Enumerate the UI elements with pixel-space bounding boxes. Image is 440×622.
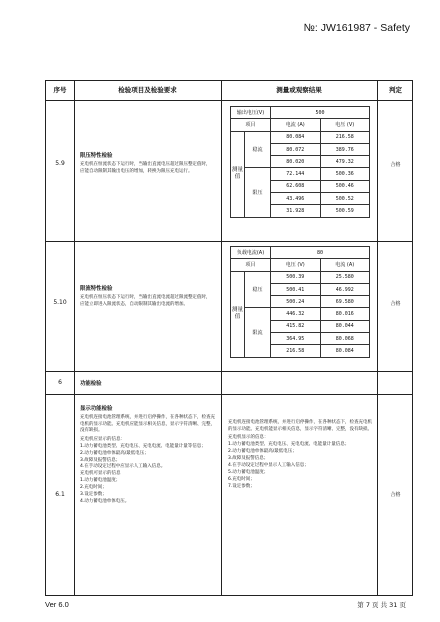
column-a: 电压 (V)	[271, 259, 321, 271]
requirement-line: 充电机应显示的信息：	[80, 436, 125, 442]
cell: 216.58	[271, 345, 321, 357]
cell: 500.52	[320, 193, 370, 205]
group-label: 稳压	[245, 271, 271, 308]
observation-line: 4.在手动设定过程中显示人工输入信息；	[228, 462, 309, 468]
section-number: 6	[58, 379, 62, 386]
observation-description: 充电机连接电池管理系统，并进行启停操作，在各种状态下，检查充电机的显示功能。充电机能显示相关信息，显示字符清晰、完整，没有缺损。	[228, 420, 372, 432]
cell: 46.992	[320, 283, 370, 295]
cell: 500.46	[320, 180, 370, 192]
column-divider	[377, 81, 378, 595]
item-title: 显示功能检验	[80, 406, 113, 412]
requirement-line: 3.设定参数；	[80, 492, 107, 498]
cell: 500.39	[271, 271, 321, 283]
column-b: 电流 (A)	[320, 259, 370, 271]
observation-line: 1.动力蓄电池类型、充电电压、充电电流、电能量计量信息；	[228, 442, 350, 448]
cell: 500.24	[271, 296, 321, 308]
observation-line: 6.充电时间；	[228, 476, 255, 482]
cell: 80.084	[271, 131, 321, 143]
cell: 80.016	[320, 308, 370, 320]
header-item: 检验项目及检验要求	[118, 86, 177, 94]
cell: 62.608	[271, 180, 321, 192]
section-title: 功能检验	[80, 381, 102, 387]
column-item: 项目	[231, 259, 271, 271]
cell: 43.496	[271, 193, 321, 205]
header-judge: 判定	[389, 86, 402, 94]
requirement-line: 3.故障及报警信息；	[80, 457, 121, 463]
cell: 500.41	[271, 283, 321, 295]
item-description: 充电机在恒流状态下运行时，当输出直流电压超过限压整定值时，应能自动限制其输出电压的增加，转换为限压充电运行。	[80, 162, 211, 174]
group-label: 限压	[245, 168, 271, 217]
group-label: 稳流	[245, 131, 271, 168]
observation	[228, 420, 372, 490]
group-label: 限流	[245, 308, 271, 357]
requirement-line: 充电机可显示的信息	[80, 471, 121, 477]
version: Ver 6.0	[45, 600, 69, 609]
cell: 80.068	[320, 333, 370, 345]
header-result: 测量或观察结果	[276, 86, 322, 94]
row-divider	[46, 371, 412, 372]
side-label: 测量值	[231, 131, 245, 217]
setting-value: 80	[271, 247, 370, 259]
item-number: 5.10	[53, 299, 67, 306]
column-divider	[74, 81, 75, 595]
cell: 69.580	[320, 296, 370, 308]
setting-value: 500	[271, 107, 370, 119]
item-requirement	[80, 151, 214, 175]
column-item: 项目	[231, 119, 271, 131]
item-requirement	[80, 404, 216, 506]
row-divider	[46, 100, 412, 101]
inspection-table	[45, 80, 413, 596]
row-divider	[46, 241, 412, 242]
requirement-line: 2.充电时间；	[80, 485, 107, 491]
cell: 80.020	[271, 156, 321, 168]
measurement-table	[230, 106, 370, 218]
judgement: 合格	[390, 492, 401, 498]
cell: 216.58	[320, 131, 370, 143]
cell: 364.95	[271, 333, 321, 345]
item-title: 限流特性检验	[80, 286, 113, 292]
requirement-line: 1.动力蓄电池温度；	[80, 478, 121, 484]
observation-line: 7.设定参数；	[228, 483, 255, 489]
cell: 72.144	[271, 168, 321, 180]
judgement: 合格	[390, 301, 401, 307]
item-requirement	[80, 284, 214, 308]
item-title: 限压特性检验	[80, 153, 113, 159]
requirement-line: 2.动力蓄电池单体最高/最低电压；	[80, 450, 149, 456]
cell: 80.072	[271, 143, 321, 155]
header-no: 序号	[53, 86, 67, 94]
requirement-line: 4.在手动设定过程中应显示人工输入信息。	[80, 464, 166, 470]
column-divider	[221, 81, 222, 595]
side-label: 测量值	[231, 271, 245, 357]
document-number: №: JW161987 - Safety	[303, 22, 410, 34]
cell: 500.36	[320, 168, 370, 180]
row-divider	[46, 394, 412, 395]
cell: 446.32	[271, 308, 321, 320]
requirement-line: 1.动力蓄电池类型、充电电压、充电电流、电能量计量等信息；	[80, 443, 206, 449]
setting-label: 负载电流(A)	[231, 247, 271, 259]
item-description: 充电机连接电池管理系统，并进行启停操作，在各种状态下，检查充电机的显示功能。充电机应能显示相关信息，显示字符清晰、完整，没有缺损。	[80, 415, 215, 434]
judgement: 合格	[390, 162, 401, 168]
page-number: 第 7 页 共 31 页	[357, 601, 406, 609]
item-number: 5.9	[55, 160, 65, 167]
item-description: 充电机在恒压状态下运行时，当输出直流电流超过限流整定值时，应能立即进入限流状态，自动限制其输出电流的增加。	[80, 295, 211, 307]
cell: 25.580	[320, 271, 370, 283]
cell: 31.928	[271, 205, 321, 217]
requirement-line: 4.动力蓄电池单体电压。	[80, 498, 130, 504]
observation-line: 2.动力蓄电池单体最高/最低电压；	[228, 449, 297, 454]
cell: 80.084	[320, 345, 370, 357]
cell: 415.82	[271, 320, 321, 332]
cell: 500.59	[320, 205, 370, 217]
column-a: 电流 (A)	[271, 119, 321, 131]
observation-line: 5.动力蓄电池温度；	[228, 469, 269, 475]
cell: 479.32	[320, 156, 370, 168]
cell: 389.76	[320, 143, 370, 155]
column-b: 电压 (V)	[320, 119, 370, 131]
measurement-table	[230, 246, 370, 358]
setting-label: 输出电压(V)	[231, 107, 271, 119]
observation-line: 充电机显示的信息：	[228, 435, 269, 441]
item-number: 6.1	[55, 491, 65, 498]
observation-line: 3.故障及报警信息；	[228, 455, 269, 461]
cell: 80.044	[320, 320, 370, 332]
